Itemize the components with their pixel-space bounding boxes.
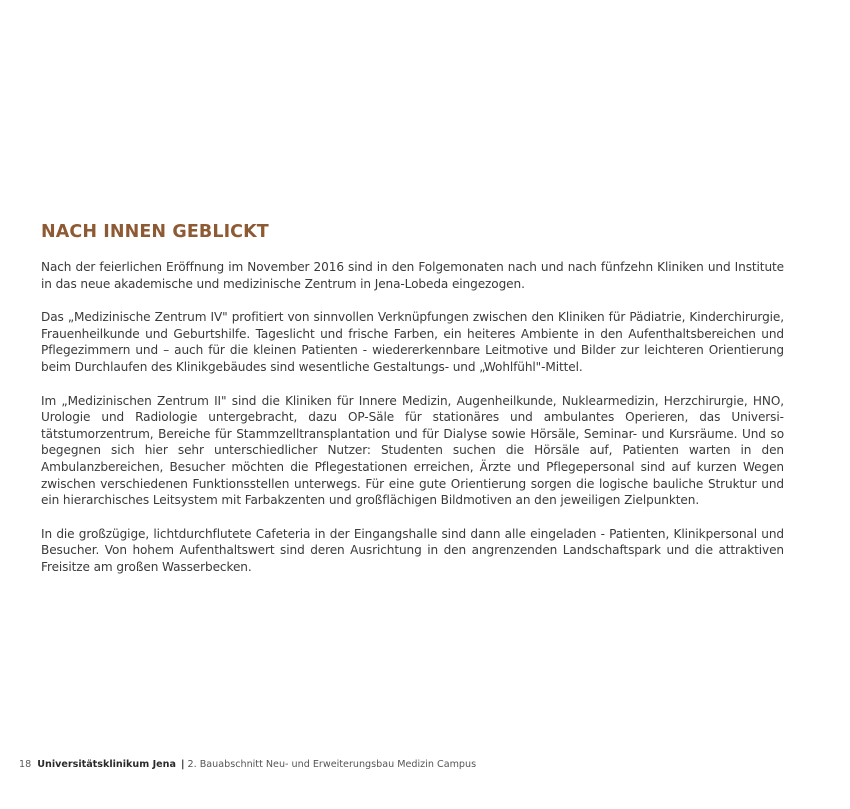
- section-heading: NACH INNEN GEBLICKT: [41, 222, 269, 242]
- paragraph-zentrum-iv: Das „Medizinische Zentrum IV" profitiert von sinnvollen Verknüpfungen zwischen den Kliniken für Pädiatrie, Kinderchirurgie, Frauenheilkunde und Geburtshilfe. Tageslicht und frische Farben, ein heiteres Ambiente in den Aufenthaltsbereichen und Pflegezimmern und – auch für die kleinen Patienten - wiedererkennbare Leitmotive und Bilder zur leichteren Orientierung beim Durchlaufen des Klinikgebäudes sind wesentliche Gestaltungs- und „Wohlfühl"-Mittel.: [41, 310, 784, 374]
- article-body: [41, 259, 784, 576]
- paragraph-cafeteria: In die großzügige, lichtdurchflutete Cafeteria in der Eingangshalle sind dann alle eingeladen - Patienten, Klinikpersonal und Besucher. Von hohem Aufenthaltswert sind deren Ausrichtung in den angrenzenden Landschaftspark und die attraktiven Freisitze am großen Wasserbecken.: [41, 526, 784, 574]
- paragraph-zentrum-ii: Im „Medizinischen Zentrum II" sind die Kliniken für Innere Medizin, Augenheilkunde, Nuklearmedizin, Herzchirurgie, HNO, Urologie und Radiologie untergebracht, dazu OP-Säle für stationäres und ambulantes Operieren, das Universitätstumorzentrum, Bereiche für Stammzelltransplantation und für Dialyse sowie Hörsäle, Seminar- und Kursräume. Und so begegnen sich hier sehr unterschiedlicher Nutzer: Studenten suchen die Hörsäle auf, Patienten warten in den Ambulanzbereichen, Besucher möchten die Pflegestationen erreichen, Ärzte und Pflegepersonal sind auf kurzen Wegen zwischen verschiedenen Funktionsstellen unterwegs. Für eine gute Orientierung sorgen die logische bauliche Struktur und ein hierarchisches Leitsystem mit Farbakzenten und großflächigen Bildmotiven an den jeweiligen Zielpunkten.: [41, 393, 784, 508]
- article-section: [41, 220, 784, 593]
- footer-project-title: 2. Bauabschnitt Neu- und Erweiterungsbau Medizin Campus: [187, 759, 477, 770]
- paragraph-opening: Nach der feierlichen Eröffnung im November 2016 sind in den Folgemonaten nach und nach fünfzehn Kliniken und Institute in das neue akademische und medizinische Zentrum in Jena-Lobeda eingezogen.: [41, 260, 784, 291]
- footer-organization: Universitätsklinikum Jena: [37, 759, 176, 770]
- footer-separator: |: [180, 759, 185, 770]
- page-footer: [19, 758, 476, 771]
- page-number: 18: [19, 759, 32, 770]
